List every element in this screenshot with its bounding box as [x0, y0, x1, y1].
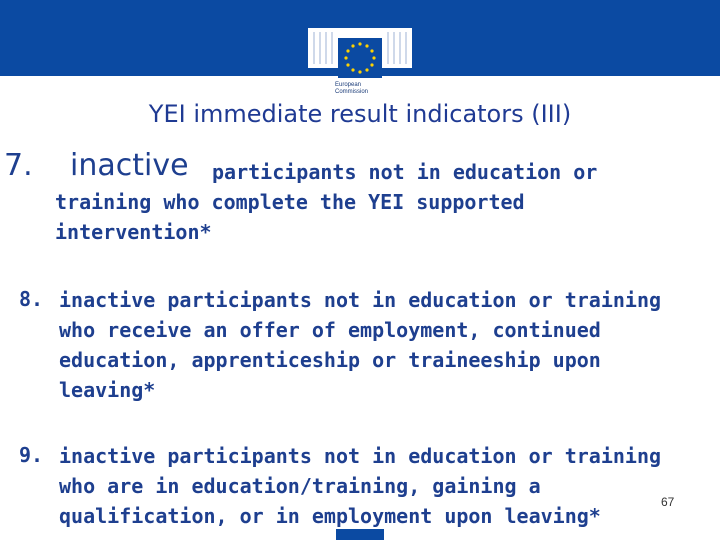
item-8-number: 8. [19, 287, 44, 311]
item-7-continuation: training who complete the YEI supported intervention* [55, 190, 525, 244]
item-7-line1: participants not in education or [212, 160, 598, 184]
item-7-number: 7. [4, 148, 33, 183]
item-9-number: 9. [19, 443, 44, 467]
slide-title: YEI immediate result indicators (III) [148, 100, 572, 128]
page-number: 67 [661, 495, 675, 509]
item-9-text: inactive participants not in education or training who are in education/training, gaining a qualification, or in employment upon leaving* [59, 444, 662, 528]
item-7-lead-word: inactive [70, 148, 189, 183]
footer-tab [336, 529, 384, 540]
logo-caption: European Commission [335, 82, 369, 95]
item-8-text: inactive participants not in education or training who receive an offer of employment, continued education, apprenticeship or traineeship upon leaving* [59, 288, 662, 402]
